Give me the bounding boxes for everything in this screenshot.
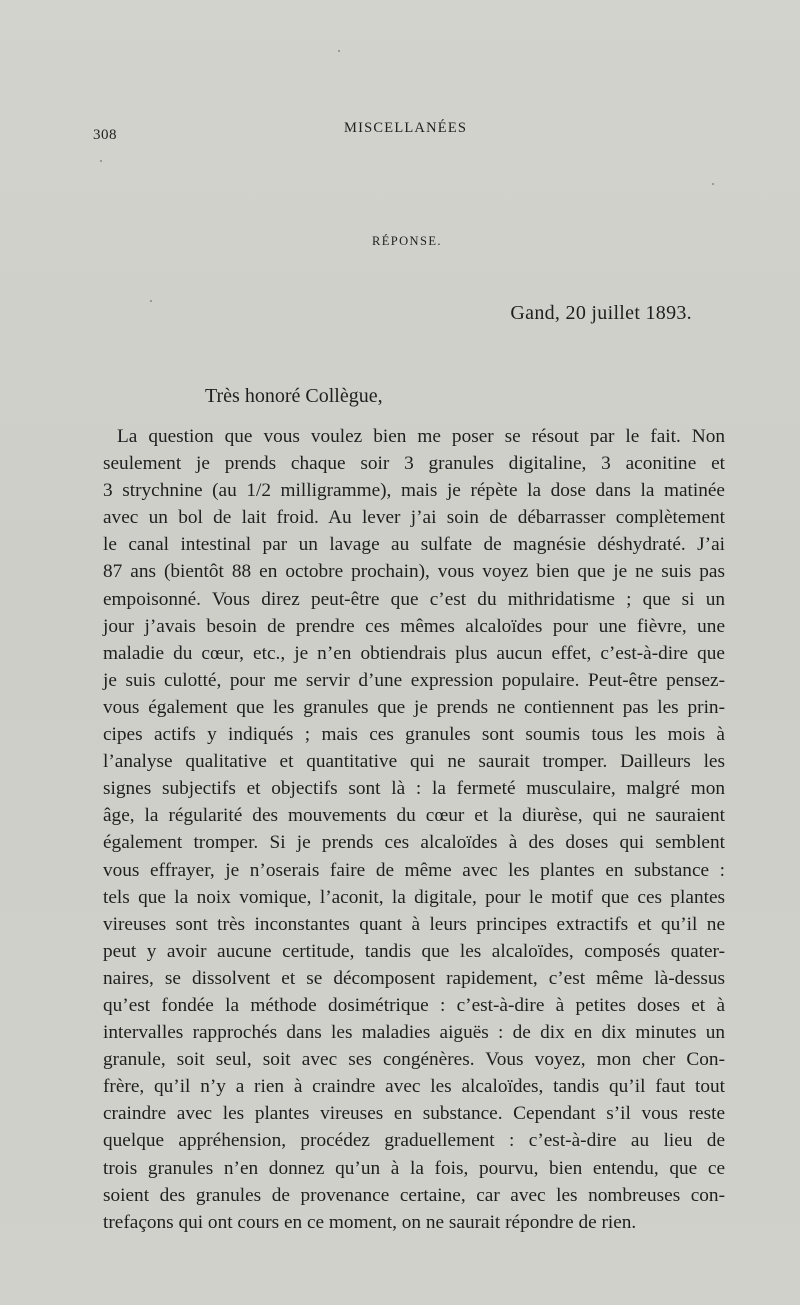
paper-speck: [150, 300, 152, 302]
body-line: intervalles rapprochés dans les maladies aiguës : de dix en dix minutes un: [103, 1022, 725, 1044]
body-line: cipes actifs y indiqués ; mais ces granules sont soumis tous les mois à: [103, 724, 725, 746]
body-line: seulement je prends chaque soir 3 granules digitaline, 3 aconitine et: [103, 453, 725, 475]
salutation: Très honoré Collègue,: [205, 385, 383, 407]
body-line: avec un bol de lait froid. Au lever j’ai soin de débarrasser complètement: [103, 507, 725, 529]
body-line: l’analyse qualitative et quantitative qui ne saurait tromper. Dailleurs les: [103, 751, 725, 773]
page-number: 308: [93, 127, 117, 143]
paper-speck: [100, 160, 102, 162]
paper-speck: [338, 50, 340, 52]
body-line: trefaçons qui ont cours en ce moment, on ne saurait répondre de rien.: [103, 1211, 637, 1233]
body-line: empoisonné. Vous direz peut-être que c’est du mithridatisme ; que si un: [103, 588, 725, 610]
body-line: également tromper. Si je prends ces alcaloïdes à des doses qui semblent: [103, 832, 725, 854]
body-line: La question que vous voulez bien me poser se résout par le fait. Non: [117, 426, 725, 447]
body-line: jour j’avais besoin de prendre ces mêmes alcaloïdes pour une fièvre, une: [103, 615, 725, 637]
body-line: naires, se dissolvent et se décomposent rapidement, c’est même là-dessus: [103, 967, 725, 989]
body-line: tels que la noix vomique, l’aconit, la digitale, pour le motif que ces plantes: [103, 886, 725, 908]
section-title: RÉPONSE.: [372, 234, 442, 248]
body-line: quelque appréhension, procédez graduellement : c’est-à-dire au lieu de: [103, 1130, 725, 1152]
body-line: âge, la régularité des mouvements du cœur et la diurèse, qui ne sauraient: [103, 805, 725, 827]
running-head: MISCELLANÉES: [344, 120, 468, 136]
body-line: vous effrayer, je n’oserais faire de même avec les plantes en substance :: [103, 859, 725, 881]
body-line: 87 ans (bientôt 88 en octobre prochain), vous voyez bien que je ne suis pas: [103, 561, 725, 583]
body-line: craindre avec les plantes vireuses en substance. Cependant s’il vous reste: [103, 1103, 725, 1125]
date-line: Gand, 20 juillet 1893.: [510, 302, 692, 324]
body-line: trois granules n’en donnez qu’un à la fois, pourvu, bien entendu, que ce: [103, 1157, 725, 1179]
body-line: le canal intestinal par un lavage au sulfate de magnésie déshydraté. J’ai: [103, 534, 725, 556]
body-line: 3 strychnine (au 1/2 milligramme), mais je répète la dose dans la matinée: [103, 480, 725, 502]
body-line: vireuses sont très inconstantes quant à leurs principes extractifs et qu’il ne: [103, 913, 725, 935]
paper-speck: [712, 183, 714, 185]
body-line: soient des granules de provenance certaine, car avec les nombreuses con-: [103, 1184, 725, 1206]
body-line: frère, qu’il n’y a rien à craindre avec les alcaloïdes, tandis qu’il faut tout: [103, 1076, 725, 1098]
body-line: qu’est fondée la méthode dosimétrique : c’est-à-dire à petites doses et à: [103, 994, 725, 1016]
body-line: maladie du cœur, etc., je n’en obtiendrais plus aucun effet, c’est-à-dire que: [103, 642, 725, 664]
body-line: peut y avoir aucune certitude, tandis que les alcaloïdes, composés quater-: [103, 940, 725, 962]
body-line: je suis culotté, pour me servir d’une expression populaire. Peut-être pensez-: [103, 669, 725, 691]
body-line: vous également que les granules que je prends ne contiennent pas les prin-: [103, 696, 725, 718]
body-line: granule, soit seul, soit avec ses congénères. Vous voyez, mon cher Con-: [103, 1049, 725, 1071]
letter-body: [103, 423, 725, 1236]
body-line: signes subjectifs et objectifs sont là : la fermeté musculaire, malgré mon: [103, 778, 725, 800]
